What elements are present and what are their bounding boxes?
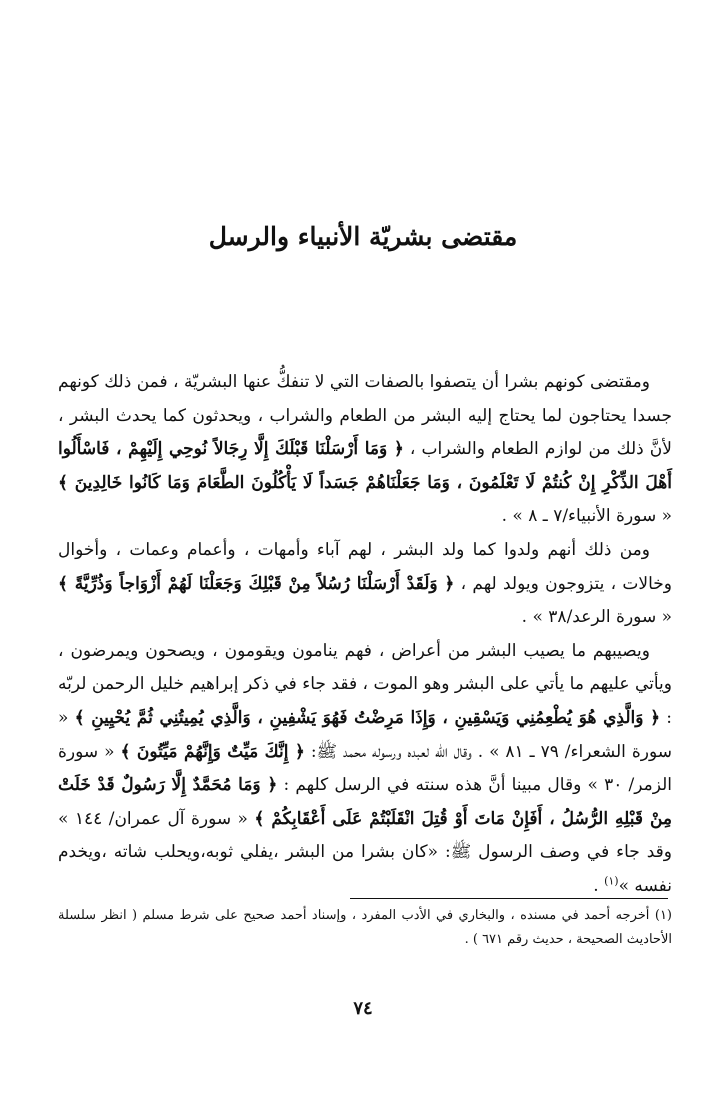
quran-verse: ﴿ وَلَقَدْ أَرْسَلْنَا رُسُلاً مِنْ قَبْلِكَ وَجَعَلْنَا لَهُمْ أَزْوَاجاً وَذُرِّيَّةً ﴾ xyxy=(58,573,455,594)
text-segment: « سورة الزمر/ ٣٠ » وقال مبينا أنَّ هذه سنته في الرسل كلهم : xyxy=(58,741,672,796)
quran-verse: ﴿ إِنَّكَ مَيِّتٌ وَإِنَّهُمْ مَيِّتُونَ ﴾ xyxy=(120,741,305,762)
text-segment: ويصيبهم ما يصيب البشر من أعراض ، فهم ينامون ويقومون ، ويصحون ويمرضون ، ويأتي عليهم ما يأتي على البشر وهو الموت ، فقد جاء في ذكر إبراهيم خليل الرحمن لربّه : xyxy=(58,640,673,728)
page-number: ٧٤ xyxy=(353,998,373,1019)
body-text xyxy=(58,366,672,904)
surah-reference: « سورة الرعد/٣٨ » . xyxy=(521,607,672,628)
text-segment: ومقتضى كونهم بشرا أن يتصفوا بالصفات التي لا تنفكُّ عنها البشريّة ، فمن ذلك كونهم جسدا يحتاجون لما يحتاج إليه البشر من الطعام والشراب ، ويحدثون كما يحدث البشر ، لأنَّ ذلك من لوازم الطعام والشراب ، xyxy=(58,372,672,460)
text-segment: . xyxy=(593,875,605,896)
chapter-title: مقتضى بشريّة الأنبياء والرسل xyxy=(208,222,518,251)
quran-verse: ﴿ وَمَا مُحَمَّدٌ إِلَّا رَسُولٌ قَدْ خَلَتْ مِنْ قَبْلِهِ الرُّسُلُ ، أَفَإِنْ مَاتَ أَوْ قُتِلَ انْقَلَبْتُمْ عَلَى أَعْقَابِكُمْ ﴾ xyxy=(58,775,673,829)
text-segment: « سورة الشعراء/ ٧٩ ـ ٨١ » . وقال الله لعبده ورسوله محمد ﷺ: xyxy=(58,707,672,762)
footnote xyxy=(58,904,672,952)
text-segment: ومن ذلك أنهم ولدوا كما ولد البشر ، لهم آباء وأمهات ، وأعمام وعمات ، وأخوال وخالات ، يتزوجون ويولد لهم ، xyxy=(58,539,672,594)
quran-verse: ﴿ وَمَا أَرْسَلْنَا قَبْلَكَ إِلَّا رِجَالاً نُوحِي إِلَيْهِمْ ، فَاسْأَلُوا أَهْلَ الذِّكْرِ إِنْ كُنتُمْ لَا تَعْلَمُونَ ، وَمَا جَعَلْنَاهُمْ جَسَداً لَا يَأْكُلُونَ الطَّعَامَ وَمَا كَانُوا خَالِدِينَ ﴾ xyxy=(58,439,672,493)
paragraph-3 xyxy=(58,635,672,904)
text-segment: « سورة آل عمران/ ١٤٤ » وقد جاء في وصف الرسول ﷺ: «كان بشرا من البشر ،يفلي ثوبه،ويحلب شاته ،ويخدم نفسه » xyxy=(58,808,672,896)
footnote-divider xyxy=(350,898,668,899)
paragraph-2 xyxy=(58,534,672,635)
quran-verse: ﴿ وَالَّذِي هُوَ يُطْعِمُنِي وَيَسْقِينِ ، وَإِذَا مَرِضْتُ فَهُوَ يَشْفِينِ ، وَالَّذِي يُمِيتُنِي ثُمَّ يُحْيِينِ ﴾ xyxy=(74,707,661,728)
footnote-text: (١) أخرجه أحمد في مسنده ، والبخاري في الأدب المفرد ، وإسناد أحمد صحيح على شرط مسلم ( انظر سلسلة الأحاديث الصحيحة ، حديث رقم ٦٧١ ) . xyxy=(58,908,672,947)
paragraph-1 xyxy=(58,366,672,534)
footnote-marker[interactable]: (١) xyxy=(604,874,619,888)
surah-reference: « سورة الأنبياء/٧ ـ ٨ » . xyxy=(501,506,672,527)
